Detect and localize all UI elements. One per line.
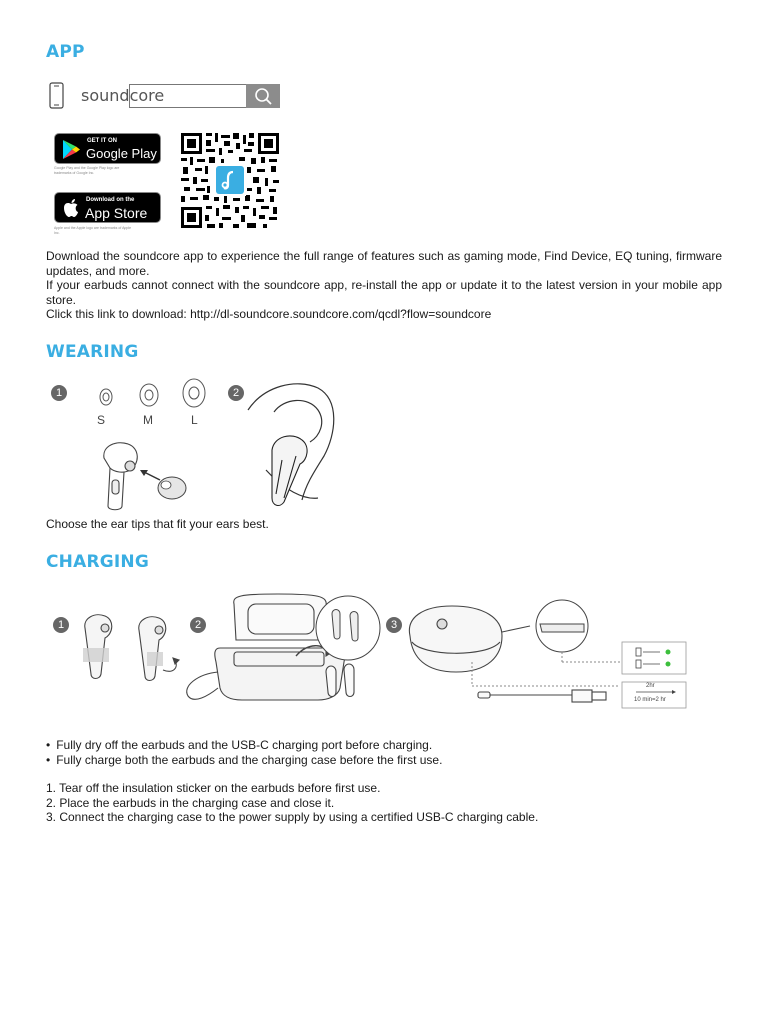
- size-l: L: [191, 413, 198, 427]
- app-paragraph-1: Download the soundcore app to experience the full range of features such as gaming mode, Find Device, EQ tuning, firmware updates, and more.: [46, 249, 722, 278]
- case-open-illustration: [178, 592, 390, 712]
- charging-note-1: • Fully dry off the earbuds and the USB-C charging port before charging.: [46, 738, 442, 753]
- charging-step-1-marker: 1: [53, 617, 69, 633]
- charging-step-3: 3. Connect the charging case to the power supply by using a certified USB-C charging cable.: [46, 810, 539, 825]
- app-heading: APP: [46, 42, 85, 62]
- google-badge-big: Google Play: [86, 146, 157, 161]
- charging-step-2: 2. Place the earbuds in the charging case and close it.: [46, 795, 335, 810]
- app-download-link[interactable]: Click this link to download: http://dl-soundcore.soundcore.com/qcdl?flow=soundcore: [46, 307, 492, 322]
- charging-note-2: • Fully charge both the earbuds and the charging case before the first use.: [46, 753, 442, 768]
- insulation-sticker-illustration: [75, 608, 185, 688]
- apple-badge-small: Download on the: [86, 197, 135, 203]
- charge-time-quick: 10 min=2 hr: [634, 697, 666, 703]
- wearing-heading: WEARING: [46, 342, 139, 362]
- charging-step-3-marker: 3: [386, 617, 402, 633]
- app-description: [46, 249, 722, 322]
- charging-heading: CHARGING: [46, 552, 150, 572]
- search-icon: [246, 84, 280, 108]
- app-paragraph-2: If your earbuds cannot connect with the soundcore app, re-install the app or update it to the latest version in your mobile app store.: [46, 278, 722, 307]
- wearing-step-1-marker: 1: [51, 385, 67, 401]
- earbud-tip-illustration: [96, 438, 196, 514]
- google-play-badge[interactable]: [54, 133, 161, 164]
- wearing-step-2-marker: 2: [228, 385, 244, 401]
- soundcore-logo-icon: [216, 166, 244, 194]
- apple-legal: Apple and the Apple logo are trademarks of Apple Inc.: [54, 226, 132, 235]
- size-s: S: [97, 413, 106, 427]
- qr-code[interactable]: [181, 133, 279, 228]
- google-play-icon: [61, 139, 81, 160]
- size-m: M: [143, 413, 153, 427]
- charge-time-full: 2hr: [646, 683, 655, 689]
- ear-wearing-illustration: [244, 380, 340, 510]
- wearing-caption: Choose the ear tips that fit your ears best.: [46, 517, 269, 531]
- phone-icon: [48, 82, 66, 110]
- ear-tips-illustration: [92, 378, 212, 414]
- search-text[interactable]: soundcore: [81, 86, 165, 105]
- charging-step-1: 1. Tear off the insulation sticker on the earbuds before first use.: [46, 781, 381, 795]
- search-button[interactable]: [246, 84, 280, 108]
- apple-badge-big: App Store: [85, 205, 148, 221]
- app-store-badge[interactable]: [54, 192, 161, 223]
- google-legal: Google Play and the Google Play logo are trademarks of Google Inc.: [54, 166, 120, 175]
- google-badge-small: GET IT ON: [87, 138, 117, 144]
- led-green-solid: [666, 662, 671, 667]
- apple-icon: [62, 198, 80, 219]
- charging-notes: [46, 738, 442, 767]
- charging-steps: [46, 781, 538, 825]
- charging-step-2-marker: 2: [190, 617, 206, 633]
- led-green-blink: [666, 650, 671, 655]
